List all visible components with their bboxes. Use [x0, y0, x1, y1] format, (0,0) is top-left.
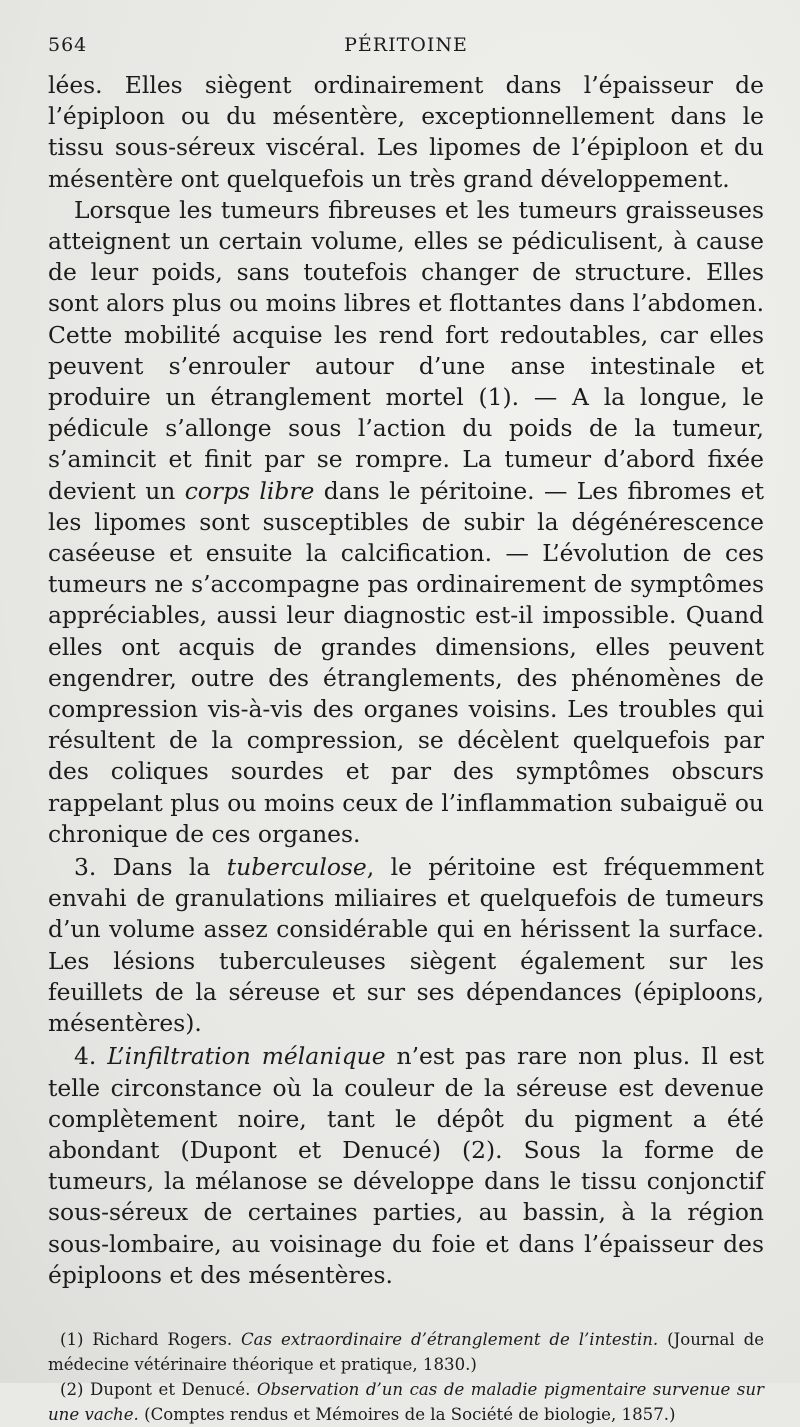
- footnote-1-source: (Journal de médecine vétérinaire théorique et pratique, 1830.): [48, 1329, 765, 1374]
- footnotes: [48, 1327, 764, 1427]
- paragraph-3: [48, 852, 764, 1039]
- footnote-1-mark: (1) Richard Rogers.: [60, 1329, 233, 1349]
- paragraph-4-lead: 4.: [74, 1042, 97, 1071]
- paragraph-3-lead: 3. Dans la: [74, 853, 211, 882]
- footnote-1-title: Cas extraordinaire d’étranglement de l’intestin.: [240, 1329, 659, 1349]
- footnote-2-source: (Comptes rendus et Mémoires de la Société de biologie, 1857.): [144, 1404, 676, 1424]
- paragraph-2: [48, 195, 764, 850]
- paragraph-1-text: lées. Elles siègent ordinairement dans l’épaisseur de l’épiploon ou du mésentère, exceptionnellement dans le tissu sous-séreux viscéral. Les lipomes de l’épiploon et du mésentère ont quelquefois un très grand développement.: [48, 71, 764, 193]
- paragraph-2-text: Lorsque les tumeurs fibreuses et les tumeurs graisseuses atteignent un certain volume, elles se pédiculisent, à cause de leur poids, sans toutefois changer de structure. Elles sont alors plus ou moins libres et flottantes dans l’abdomen. Cette mobilité acquise les rend fort redoutables, car elles peuvent s’enrouler autour d’une anse intestinale et produire un étranglement mortel (1). — A la longue, le pédicule s’allonge sous l’action du poids de la tumeur, s’amincit et finit par se rompre. La tumeur d’abord fixée devient un: [48, 195, 764, 505]
- running-title: PÉRITOINE: [344, 34, 468, 56]
- paragraph-3-text: , le péritoine est fréquemment envahi de granulations miliaires et quelquefois de tumeurs d’un volume assez considérable qui en hérissent la surface. Les lésions tuberculeuses siègent également sur les feuillets de la séreuse et sur ses dépendances (épiploons, mésentères).: [48, 853, 764, 1038]
- paragraph-1: [48, 70, 764, 195]
- paragraph-4: [48, 1041, 764, 1291]
- running-head: [48, 30, 764, 70]
- paragraph-4-text: n’est pas rare non plus. Il est telle circonstance où la couleur de la séreuse est devenue complètement noire, tant le dépôt du pigment a été abondant (Dupont et Denucé) (2). Sous la forme de tumeurs, la mélanose se développe dans le tissu conjonctif sous-séreux de certaines parties, au bassin, à la région sous-lombaire, au voisinage du foie et dans l’épaisseur des épiploons et des mésentères.: [48, 1042, 764, 1289]
- paragraph-3-italic: tuberculose: [226, 853, 367, 882]
- body-text: [48, 70, 764, 1291]
- paragraph-2-italic: corps libre: [184, 476, 315, 505]
- paragraph-4-italic: L’infiltration mélanique: [107, 1042, 386, 1071]
- footnote-2-title: Observation d’un cas de maladie pigmentaire survenue sur une vache.: [48, 1379, 764, 1424]
- footnote-2: [48, 1377, 764, 1427]
- footnote-1: [48, 1327, 764, 1377]
- footnote-2-mark: (2) Dupont et Denucé.: [60, 1379, 251, 1399]
- paragraph-2-continuation: dans le péritoine. — Les fibromes et les lipomes sont susceptibles de subir la dégénérescence caséeuse et ensuite la calcification. — L’évolution de ces tumeurs ne s’accompagne pas ordinairement de symptômes appréciables, aussi leur diagnostic est-il impossible. Quand elles ont acquis de grandes dimensions, elles peuvent engendrer, outre des étranglements, des phénomènes de compression vis-à-vis des organes voisins. Les troubles qui résultent de la compression, se décèlent quelquefois par des coliques sourdes et par des symptômes obscurs rappelant plus ou moins ceux de l’inflammation subaiguë ou chronique de ces organes.: [48, 476, 764, 848]
- page-number: 564: [48, 34, 88, 56]
